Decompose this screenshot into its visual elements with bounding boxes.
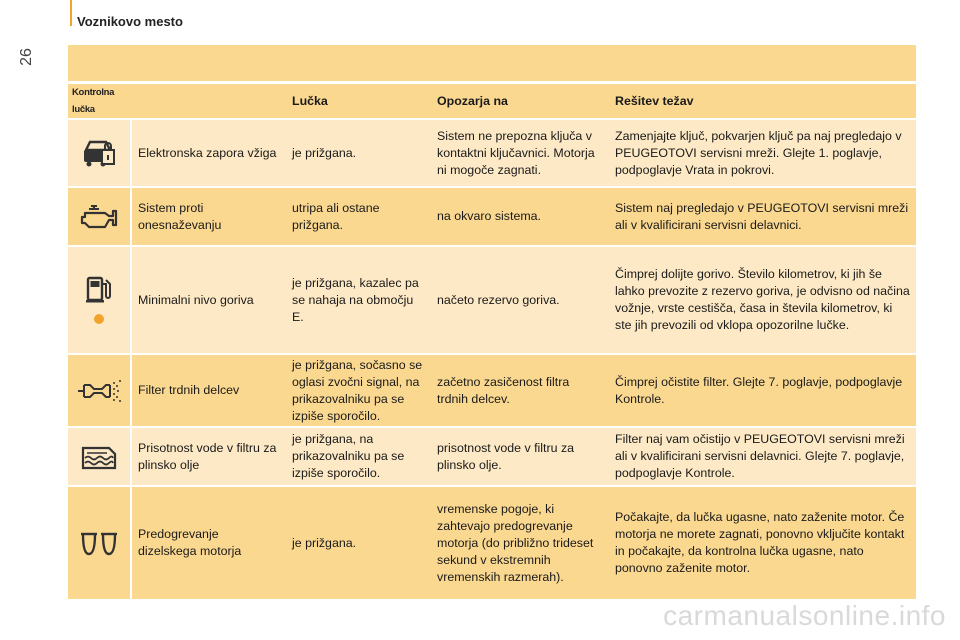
table-row <box>68 428 916 485</box>
row-light: utripa ali ostane prižgana. <box>286 188 431 245</box>
water-in-fuel-filter-icon <box>68 428 132 485</box>
row-solution: Čimprej dolijte gorivo. Število kilometrov, ki jih še lahko prevozite z rezervo goriva, je odvisno od načina vožnje, vrste cestišča, časa in števila kilometrov, ki ste jih prevozili od vklopa opozorilne lučke. <box>609 247 916 353</box>
header-warning: Opozarja na <box>431 84 609 118</box>
row-light: je prižgana, kazalec pa se nahaja na območju E. <box>286 247 431 353</box>
row-name: Prisotnost vode v filtru za plinsko olje <box>132 428 286 485</box>
row-warning: vremenske pogoje, ki zahtevajo predogrevanje motorja (do približno trideset sekund v ekstremnih vremenskih razmerah). <box>431 487 609 599</box>
table-header-row <box>68 84 916 118</box>
row-warning: na okvaro sistema. <box>431 188 609 245</box>
header-empty <box>132 84 286 118</box>
header-light: Lučka <box>286 84 431 118</box>
row-name: Elektronska zapora vžiga <box>132 120 286 186</box>
row-warning: načeto rezervo goriva. <box>431 247 609 353</box>
row-warning: začetno zasičenost filtra trdnih delcev. <box>431 355 609 426</box>
row-name: Sistem proti onesnaževanju <box>132 188 286 245</box>
warning-lights-table <box>68 82 916 601</box>
row-name: Minimalni nivo goriva <box>132 247 286 353</box>
row-light: je prižgana. <box>286 120 431 186</box>
row-light: je prižgana. <box>286 487 431 599</box>
fuel-level-icon <box>68 247 132 353</box>
row-name: Filter trdnih delcev <box>132 355 286 426</box>
watermark: carmanualsonline.info <box>663 600 946 631</box>
table-row <box>68 355 916 426</box>
header-solution: Rešitev težav <box>609 84 916 118</box>
table-row <box>68 247 916 353</box>
table-row <box>68 487 916 599</box>
row-light: je prižgana, na prikazovalniku pa se izpiše sporočilo. <box>286 428 431 485</box>
table-row <box>68 188 916 245</box>
table-banner <box>68 45 916 81</box>
table-row <box>68 120 916 186</box>
row-solution: Zamenjajte ključ, pokvarjen ključ pa naj pregledajo v PEUGEOTOVI servisni mreži. Glejte 1. poglavje, podpoglavje Vrata in pokrovi. <box>609 120 916 186</box>
engine-antipollution-icon <box>68 188 132 245</box>
electronic-immobiliser-icon <box>68 120 132 186</box>
particle-filter-icon <box>68 355 132 426</box>
row-warning: prisotnost vode v filtru za plinsko olje. <box>431 428 609 485</box>
row-solution: Sistem naj pregledajo v PEUGEOTOVI servisni mreži ali v kvalificirani servisni delavnici. <box>609 188 916 245</box>
section-title: Voznikovo mesto <box>77 14 183 29</box>
row-warning: Sistem ne prepozna ključa v kontaktni ključavnici. Motorja ni mogoče zagnati. <box>431 120 609 186</box>
page-number: 26 <box>17 48 35 66</box>
row-solution: Počakajte, da lučka ugasne, nato zaženite motor. Če motorja ne morete zagnati, ponovno vključite kontakt in počakajte, da kontrolna lučka ugasne, nato ponovno zaženite motor. <box>609 487 916 599</box>
header-indicator: Kontrolna lučka <box>68 84 132 118</box>
glow-plug-icon <box>68 487 132 599</box>
row-name: Predogrevanje dizelskega motorja <box>132 487 286 599</box>
section-marker <box>70 0 72 26</box>
row-solution: Filter naj vam očistijo v PEUGEOTOVI servisni mreži ali v kvalificirani servisni delavnici. Glejte 7. poglavje, podpoglavje Kontrole. <box>609 428 916 485</box>
row-light: je prižgana, sočasno se oglasi zvočni signal, na prikazovalniku pa se izpiše sporočilo. <box>286 355 431 426</box>
row-solution: Čimprej očistite filter. Glejte 7. poglavje, podpoglavje Kontrole. <box>609 355 916 426</box>
